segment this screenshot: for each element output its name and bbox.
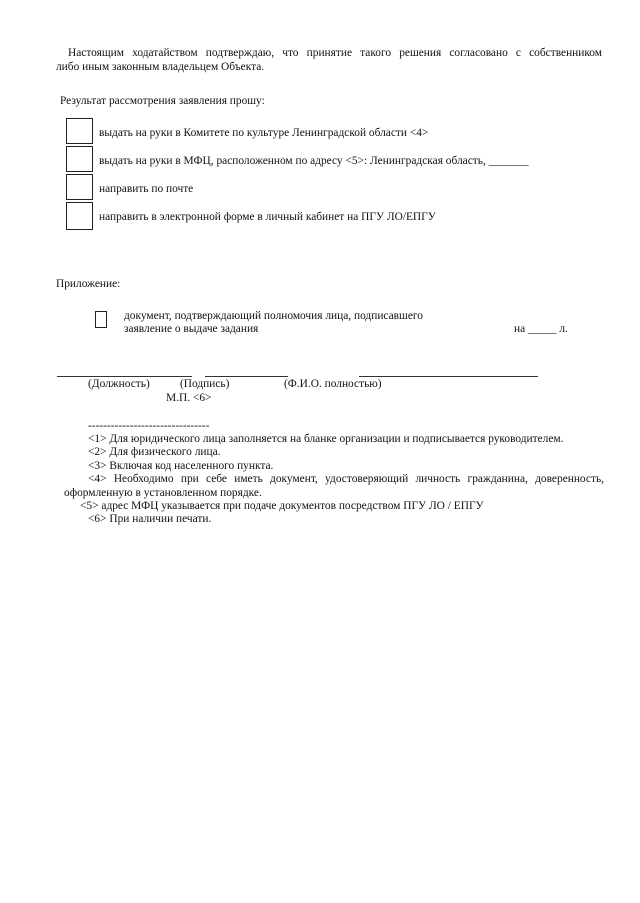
- consent-line-1: Настоящим ходатайством подтверждаю, что принятие такого решения согласовано с собственником: [68, 47, 602, 59]
- consent-line-2: либо иным законным владельцем Объекта.: [56, 60, 265, 73]
- option-mail-label: направить по почте: [99, 183, 194, 195]
- signature-line: [205, 376, 288, 377]
- checkbox-mfc[interactable]: [66, 146, 93, 172]
- consent-paragraph: [56, 47, 602, 74]
- attachment-pages: на _____ л.: [514, 323, 568, 335]
- footnote-4: [64, 473, 604, 500]
- footnote-5: <5> адрес МФЦ указывается при подаче документов посредством ПГУ ЛО / ЕПГУ: [80, 500, 484, 512]
- footnote-4-line-2: оформленную в установленном порядке.: [64, 486, 262, 499]
- attachment-heading: Приложение:: [56, 278, 121, 290]
- checkbox-mail[interactable]: [66, 174, 93, 200]
- footnote-3: <3> Включая код населенного пункта.: [88, 460, 274, 472]
- attachment-item-line-2: заявление о выдаче задания: [124, 323, 259, 335]
- footnote-1: <1> Для юридического лица заполняется на бланке организации и подписывается руководителем.: [88, 433, 564, 445]
- checkbox-electronic[interactable]: [66, 202, 93, 230]
- signature-label: (Подпись): [180, 378, 230, 390]
- name-line: [359, 376, 538, 377]
- attachment-checkbox[interactable]: [95, 311, 107, 328]
- option-mfc-label: выдать на руки в МФЦ, расположенном по адресу <5>: Ленинградская область, _______: [99, 155, 529, 167]
- name-label: (Ф.И.О. полностью): [284, 378, 382, 390]
- option-committee-label: выдать на руки в Комитете по культуре Ленинградской области <4>: [99, 127, 429, 139]
- checkbox-committee[interactable]: [66, 118, 93, 144]
- attachment-item-line-1: документ, подтверждающий полномочия лица, подписавшего: [124, 310, 423, 322]
- footnote-4-line-1: <4> Необходимо при себе иметь документ, удостоверяющий личность гражданина, доверенность,: [88, 473, 604, 485]
- position-label: (Должность): [88, 378, 150, 390]
- option-electronic-label: направить в электронной форме в личный кабинет на ПГУ ЛО/ЕПГУ: [99, 211, 436, 223]
- footnote-6: <6> При наличии печати.: [88, 513, 212, 525]
- position-line: [57, 376, 192, 377]
- stamp-label: М.П. <6>: [166, 392, 212, 404]
- footnote-2: <2> Для физического лица.: [88, 446, 221, 458]
- footnote-separator: --------------------------------: [88, 420, 210, 432]
- result-heading: Результат рассмотрения заявления прошу:: [60, 95, 265, 107]
